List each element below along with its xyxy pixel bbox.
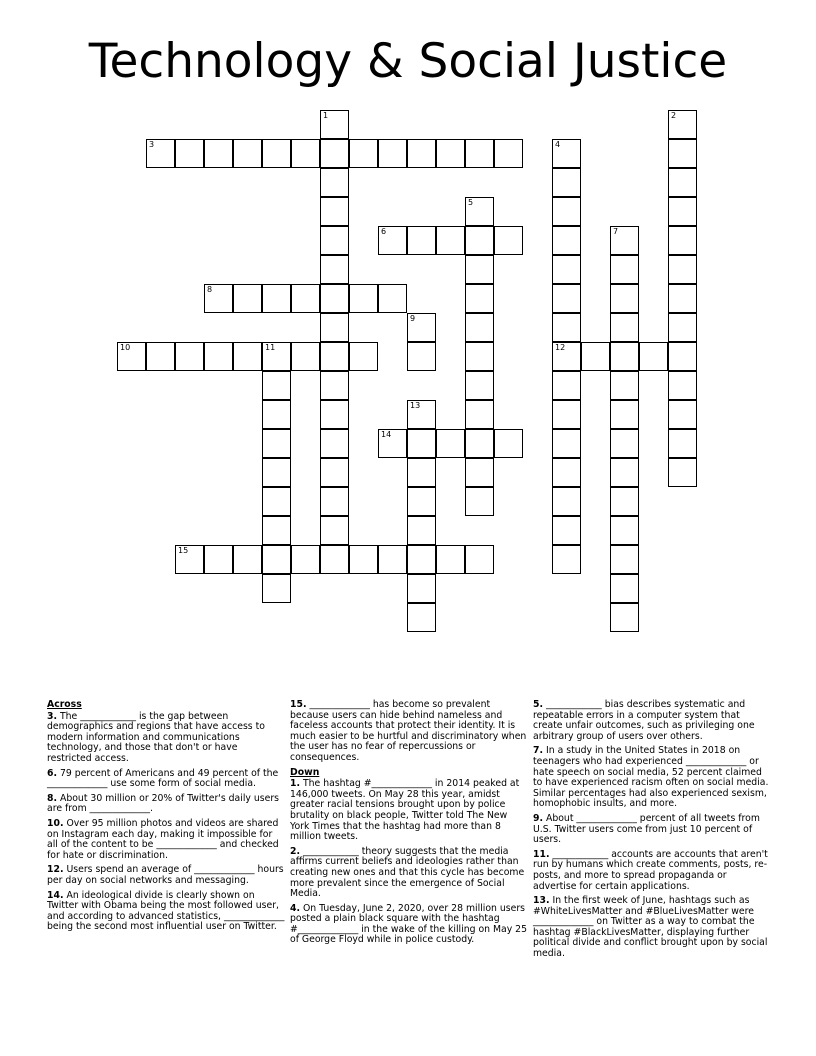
cell-number: 5 (468, 198, 474, 207)
clue-down-5 (533, 700, 771, 742)
clue-number: 11. (533, 848, 550, 860)
clue-text: On Tuesday, June 2, 2020, over 28 million users posted a plain black square with the hashtag #_____________ in the wake of the killing on May 25 of George Floyd while in police custody. (290, 902, 527, 946)
grid-cell[interactable] (610, 400, 639, 429)
clue-number: 10. (47, 817, 64, 829)
grid-cell[interactable] (436, 226, 465, 255)
clues-column-3 (533, 700, 771, 964)
grid-cell[interactable] (262, 284, 291, 313)
grid-cell[interactable] (610, 545, 639, 574)
grid-cell[interactable] (465, 342, 494, 371)
grid-cell[interactable] (320, 342, 349, 371)
grid-cell[interactable] (552, 226, 581, 255)
cell-number: 8 (207, 285, 213, 294)
cell-number: 12 (555, 343, 566, 352)
grid-cell[interactable] (552, 429, 581, 458)
clue-text: Users spend an average of _____________ hours per day on social networks and messaging. (47, 864, 284, 886)
grid-cell[interactable] (494, 139, 523, 168)
grid-cell[interactable] (407, 400, 436, 429)
grid-cell[interactable] (610, 342, 639, 371)
clue-down-4 (290, 904, 528, 946)
clue-text: Over 95 million photos and videos are shared on Instagram each day, making it impossible for all of the content to be _____________ and checked for hate or discrimination. (47, 817, 279, 861)
grid-cell[interactable] (378, 545, 407, 574)
grid-cell[interactable] (552, 342, 581, 371)
clue-across-10 (47, 819, 285, 861)
grid-cell[interactable] (610, 574, 639, 603)
clue-text: The hashtag #_____________ in 2014 peaked at 146,000 tweets. On May 28 this year, amidst greater racial tensions brought upon by police brutality on black people, Twitter told The New York Times that the hashtag had more than 8 million tweets. (290, 778, 520, 843)
grid-cell[interactable] (610, 284, 639, 313)
grid-cell[interactable] (668, 400, 697, 429)
clue-number: 5. (533, 699, 544, 710)
clue-text: The ____________ is the gap between demographics and regions that have access to modern information and communications technology, and those that don't or have restricted access. (47, 710, 265, 764)
grid-cell[interactable] (320, 400, 349, 429)
grid-cell[interactable] (320, 371, 349, 400)
grid-cell[interactable] (117, 342, 146, 371)
clue-number: 4. (290, 902, 301, 914)
grid-cell[interactable] (320, 197, 349, 226)
grid-cell[interactable] (407, 545, 436, 574)
grid-cell[interactable] (262, 371, 291, 400)
grid-cell[interactable] (552, 516, 581, 545)
clue-across-3 (47, 712, 285, 765)
grid-cell[interactable] (204, 139, 233, 168)
grid-cell[interactable] (552, 371, 581, 400)
grid-cell[interactable] (465, 487, 494, 516)
grid-cell[interactable] (233, 284, 262, 313)
clues-column-2 (290, 700, 528, 950)
grid-cell[interactable] (349, 284, 378, 313)
grid-cell[interactable] (291, 342, 320, 371)
clue-down-9 (533, 814, 771, 846)
grid-cell[interactable] (494, 429, 523, 458)
clue-number: 2. (290, 845, 301, 857)
clue-number: 14. (47, 889, 64, 901)
grid-cell[interactable] (668, 255, 697, 284)
clue-down-1 (290, 779, 528, 843)
grid-cell[interactable] (610, 255, 639, 284)
grid-cell[interactable] (668, 110, 697, 139)
grid-cell[interactable] (378, 226, 407, 255)
grid-cell[interactable] (668, 197, 697, 226)
grid-cell[interactable] (552, 458, 581, 487)
grid-cell[interactable] (204, 342, 233, 371)
clue-down-7 (533, 746, 771, 810)
grid-cell[interactable] (552, 139, 581, 168)
grid-cell[interactable] (291, 284, 320, 313)
grid-cell[interactable] (320, 313, 349, 342)
grid-cell[interactable] (552, 545, 581, 574)
grid-cell[interactable] (291, 139, 320, 168)
grid-cell[interactable] (407, 516, 436, 545)
grid-cell[interactable] (291, 545, 320, 574)
clue-number: 7. (533, 745, 544, 757)
grid-cell[interactable] (262, 342, 291, 371)
grid-cell[interactable] (494, 226, 523, 255)
grid-cell[interactable] (146, 139, 175, 168)
clue-text: _____________ has become so prevalent because users can hide behind nameless and faceless accounts that protect their identity. It is much easier to be hurtful and discriminatory when the user has no fear of repercussions or consequences. (290, 699, 527, 763)
grid-cell[interactable] (552, 313, 581, 342)
grid-cell[interactable] (465, 226, 494, 255)
grid-cell[interactable] (262, 545, 291, 574)
grid-cell[interactable] (407, 342, 436, 371)
grid-cell[interactable] (320, 168, 349, 197)
grid-cell[interactable] (552, 284, 581, 313)
grid-cell[interactable] (610, 603, 639, 632)
grid-cell[interactable] (320, 255, 349, 284)
clue-number: 3. (47, 710, 58, 722)
clue-text: About 30 million or 20% of Twitter's daily users are from _____________. (47, 792, 279, 815)
grid-cell[interactable] (378, 429, 407, 458)
clue-down-2 (290, 847, 528, 900)
cell-number: 4 (555, 140, 561, 149)
clue-across-6 (47, 769, 285, 790)
grid-cell[interactable] (436, 139, 465, 168)
grid-cell[interactable] (320, 226, 349, 255)
grid-cell[interactable] (668, 371, 697, 400)
grid-cell[interactable] (552, 197, 581, 226)
grid-cell[interactable] (262, 429, 291, 458)
clue-across-12 (47, 865, 285, 886)
grid-cell[interactable] (320, 487, 349, 516)
clue-number: 8. (47, 792, 58, 804)
grid-cell[interactable] (552, 400, 581, 429)
grid-cell[interactable] (610, 516, 639, 545)
grid-cell[interactable] (465, 371, 494, 400)
page-title: Technology & Social Justice (88, 34, 728, 89)
grid-cell[interactable] (610, 226, 639, 255)
grid-cell[interactable] (465, 313, 494, 342)
clue-number: 1. (290, 778, 301, 790)
grid-cell[interactable] (465, 458, 494, 487)
clue-across-15 (290, 700, 528, 764)
grid-cell[interactable] (349, 139, 378, 168)
clue-text: About _____________ percent of all tweets from U.S. Twitter users come from just 10 percent of users. (533, 812, 760, 846)
grid-cell[interactable] (262, 400, 291, 429)
grid-cell[interactable] (465, 139, 494, 168)
clue-down-11 (533, 850, 771, 892)
grid-cell[interactable] (668, 458, 697, 487)
grid-cell[interactable] (320, 110, 349, 139)
grid-cell[interactable] (262, 487, 291, 516)
grid-cell[interactable] (378, 139, 407, 168)
clue-number: 6. (47, 767, 58, 779)
grid-cell[interactable] (407, 139, 436, 168)
cell-number: 1 (323, 111, 329, 120)
clue-text: ____________ bias describes systematic and repeatable errors in a computer system that create unfair outcomes, such as privileging one arbitrary group of users over others. (533, 699, 755, 742)
clue-number: 12. (47, 864, 64, 876)
grid-cell[interactable] (407, 458, 436, 487)
clue-down-13 (533, 896, 771, 960)
grid-cell[interactable] (552, 255, 581, 284)
grid-cell[interactable] (175, 139, 204, 168)
clue-across-8 (47, 794, 285, 815)
clue-text: An ideological divide is clearly shown on Twitter with Obama being the most followed user, and according to advanced statistics, _____________ being the second most influential user on Twitter. (47, 889, 285, 933)
grid-cell[interactable] (320, 516, 349, 545)
grid-cell[interactable] (204, 284, 233, 313)
grid-cell[interactable] (610, 371, 639, 400)
grid-cell[interactable] (320, 545, 349, 574)
clue-text: 79 percent of Americans and 49 percent of the _____________ use some form of social media. (47, 767, 279, 790)
grid-cell[interactable] (407, 574, 436, 603)
grid-cell[interactable] (407, 429, 436, 458)
grid-cell[interactable] (552, 487, 581, 516)
grid-cell[interactable] (407, 313, 436, 342)
grid-cell[interactable] (320, 139, 349, 168)
grid-cell[interactable] (262, 458, 291, 487)
grid-cell[interactable] (436, 429, 465, 458)
grid-cell[interactable] (233, 545, 262, 574)
clue-text: ____________ theory suggests that the media affirms current beliefs and ideologies rather than creating new ones and that this cycle has become more prevalent since the emergence of Social Media. (290, 845, 525, 900)
grid-cell[interactable] (668, 226, 697, 255)
cell-number: 3 (149, 140, 155, 149)
cell-number: 13 (410, 401, 421, 410)
cell-number: 7 (613, 227, 619, 236)
grid-cell[interactable] (668, 342, 697, 371)
clue-text: In the first week of June, hashtags such as #WhiteLivesMatter and #BlueLivesMatter were _____________ on Twitter as a way to combat the hashtag #BlackLivesMatter, displaying further political divide and conflict brought upon by social media. (533, 895, 768, 960)
grid-cell[interactable] (175, 342, 204, 371)
grid-cell[interactable] (465, 255, 494, 284)
grid-cell[interactable] (320, 429, 349, 458)
grid-cell[interactable] (407, 487, 436, 516)
grid-cell[interactable] (146, 342, 175, 371)
grid-cell[interactable] (262, 574, 291, 603)
grid-cell[interactable] (668, 168, 697, 197)
grid-cell[interactable] (581, 342, 610, 371)
grid-cell[interactable] (465, 284, 494, 313)
clue-number: 9. (533, 812, 544, 824)
grid-cell[interactable] (262, 139, 291, 168)
grid-cell[interactable] (175, 545, 204, 574)
cell-number: 10 (120, 343, 131, 352)
grid-cell[interactable] (349, 545, 378, 574)
grid-cell[interactable] (320, 458, 349, 487)
grid-cell[interactable] (233, 342, 262, 371)
grid-cell[interactable] (436, 545, 465, 574)
down-heading: Down (290, 766, 320, 778)
clue-text: In a study in the United States in 2018 on teenagers who had experienced _____________ or hate speech on social media, 52 percent claimed to have experienced racism often on social media. Similar percentages had also experienced sexism, homophobic insults, and more. (533, 745, 769, 810)
grid-cell[interactable] (610, 487, 639, 516)
clue-number: 13. (533, 895, 550, 907)
clue-number: 15. (290, 699, 307, 710)
cell-number: 15 (178, 546, 189, 555)
grid-cell[interactable] (233, 139, 262, 168)
grid-cell[interactable] (349, 342, 378, 371)
grid-cell[interactable] (668, 139, 697, 168)
grid-cell[interactable] (378, 284, 407, 313)
grid-cell[interactable] (262, 516, 291, 545)
grid-cell[interactable] (407, 226, 436, 255)
grid-cell[interactable] (639, 342, 668, 371)
grid-cell[interactable] (668, 429, 697, 458)
grid-cell[interactable] (465, 429, 494, 458)
cell-number: 2 (671, 111, 677, 120)
clues-column-1 (47, 700, 285, 937)
grid-cell[interactable] (407, 603, 436, 632)
grid-cell[interactable] (610, 429, 639, 458)
clue-across-14 (47, 891, 285, 933)
grid-cell[interactable] (465, 545, 494, 574)
grid-cell[interactable] (552, 168, 581, 197)
grid-cell[interactable] (668, 284, 697, 313)
grid-cell[interactable] (465, 400, 494, 429)
grid-cell[interactable] (610, 458, 639, 487)
cell-number: 6 (381, 227, 387, 236)
cell-number: 11 (265, 343, 276, 352)
grid-cell[interactable] (465, 197, 494, 226)
cell-number: 9 (410, 314, 416, 323)
clue-text: ____________ accounts are accounts that aren't run by humans which create comments, posts, re-posts, and more to spread propaganda or advertise for certain applications. (533, 848, 768, 892)
grid-cell[interactable] (320, 284, 349, 313)
across-heading: Across (47, 699, 82, 710)
grid-cell[interactable] (610, 313, 639, 342)
grid-cell[interactable] (668, 313, 697, 342)
cell-number: 14 (381, 430, 392, 439)
grid-cell[interactable] (204, 545, 233, 574)
